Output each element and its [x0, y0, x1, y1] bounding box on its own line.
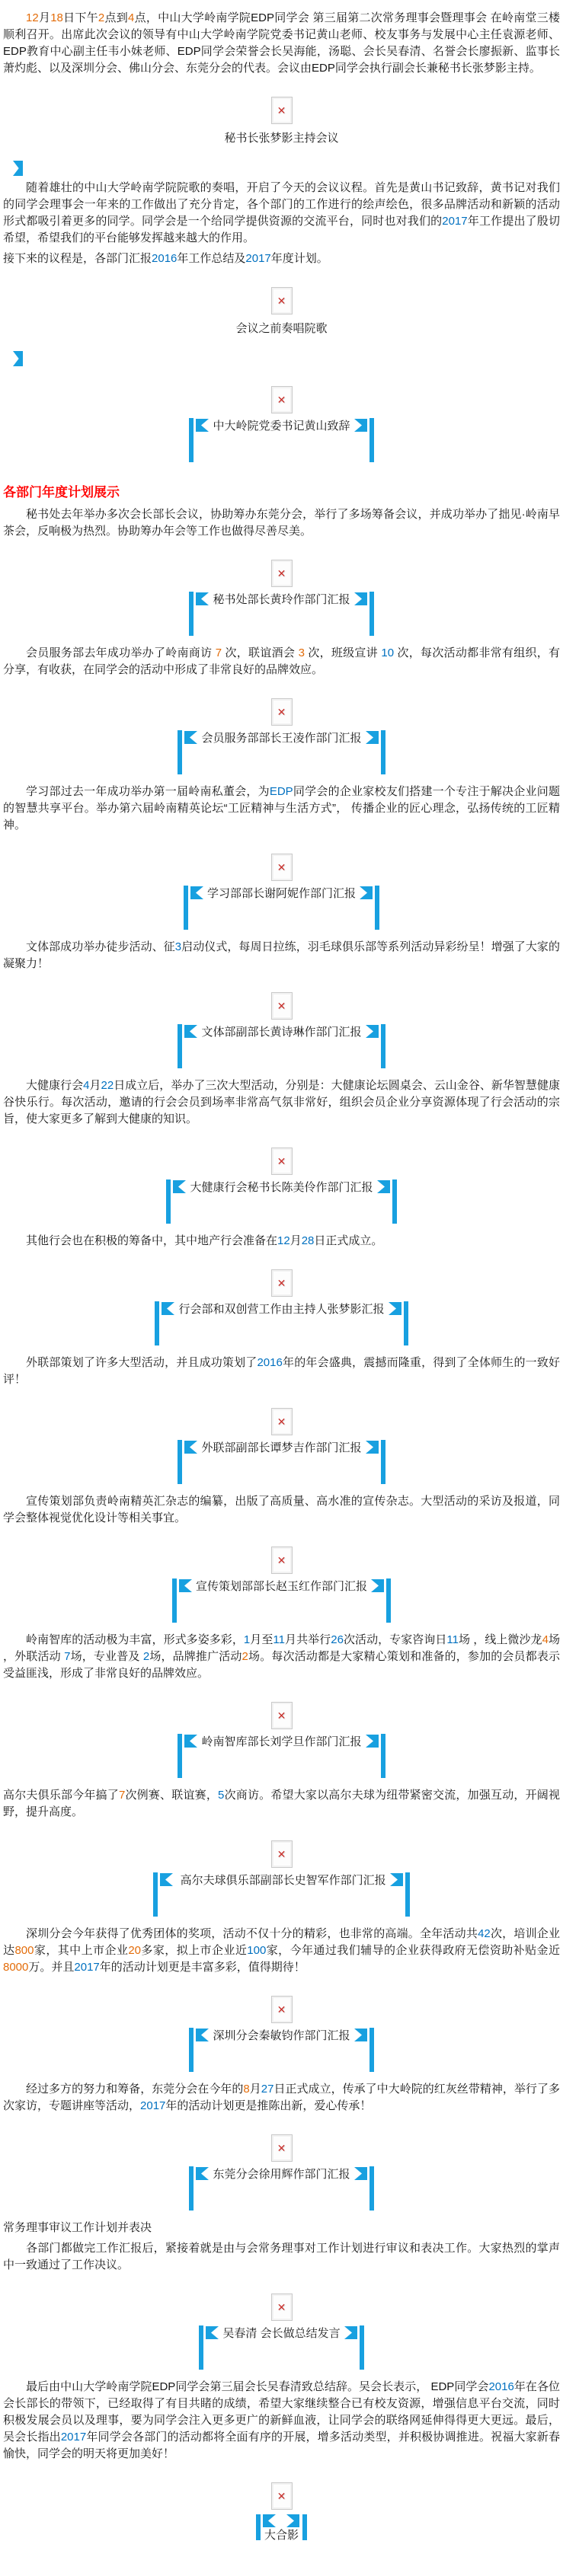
caption-bar: [369, 418, 374, 462]
image-caption: 中大岭院党委书记黄山致辞: [213, 420, 350, 433]
text-run: 经过多方的努力和筹备，东莞分会在今年的: [26, 2083, 244, 2096]
caption-bracket-left-icon: [196, 2029, 209, 2041]
broken-image-placeholder: [271, 1996, 293, 2023]
highlight-number: 7: [215, 646, 222, 659]
decorated-caption: [3, 1872, 560, 1917]
caption-bar: [178, 1440, 182, 1484]
image-caption: 吴春清 会长做总结发言: [222, 2327, 341, 2340]
highlight-number: 3: [298, 646, 305, 659]
highlight-number: 27: [261, 2083, 274, 2096]
broken-image-placeholder: [271, 287, 293, 314]
text-run: 日正式成立，传承了中大岭院的红灰丝带精神，举行了多次家访，专题讲座等活动，: [3, 2083, 560, 2112]
text-run: 场，品牌推广活动: [149, 1650, 242, 1663]
text-run: 年在各位会长部长的带领下，已经取得了有目共睹的成绩，希望大家继续整合已有校友资源，增强信息平台交流，同时积极发展会员以及理事，要为同学会注入更多更广的新鲜血液，让同学会的联络网延伸得得更大更远。最后，吴会长指出: [3, 2380, 560, 2444]
image-caption: 宣传策划部部长赵玉红作部门汇报: [195, 1580, 367, 1593]
broken-image-x-icon: ✕: [277, 1848, 286, 1860]
image-block: [3, 2134, 560, 2211]
text-run: 学习部过去一年成功举办第一届岭南私董会，为: [26, 785, 270, 798]
text-run: 点到: [104, 11, 129, 24]
text-run: 其他行会也在积极的筹备中，其中地产行会准备在: [26, 1234, 278, 1247]
broken-image-placeholder: [271, 2482, 293, 2510]
highlight-number: 2: [98, 11, 105, 24]
image-caption: 东莞分会徐用辉作部门汇报: [213, 2168, 350, 2181]
text-run: 家，今年通过我们辅导的企业获得政府无偿资助补贴金近: [266, 1944, 560, 1957]
image-block: [3, 1269, 560, 1345]
text-run: 岭南智库的活动极为丰富，形式多姿多彩，: [26, 1633, 244, 1646]
text-run: 场。每次活动都是大家精心策划和准备的，参加的会员都表示受益匪浅，形成了非常良好的品牌效应。: [3, 1650, 560, 1680]
highlight-number: 4: [83, 1079, 90, 1092]
broken-image-placeholder: [271, 1702, 293, 1729]
text-run: 年度计划。: [270, 252, 328, 265]
caption-bar: [189, 2166, 194, 2211]
caption-bracket-right-icon: [366, 1735, 379, 1748]
paragraph: [3, 180, 560, 247]
broken-image-placeholder: [271, 2134, 293, 2162]
highlight-number: 20: [128, 1944, 141, 1957]
broken-image-x-icon: ✕: [277, 2490, 286, 2502]
right-bracket-icon: [13, 351, 23, 366]
caption-bracket-right-icon: [366, 1025, 379, 1038]
text-run: 次例赛、联谊赛，: [125, 1789, 219, 1802]
text-run: 月: [289, 1234, 302, 1247]
broken-image-x-icon: ✕: [277, 1000, 286, 1012]
caption-bar: [172, 1578, 177, 1623]
highlight-number: 8: [243, 2083, 250, 2096]
caption-bracket-right-icon: [344, 2326, 357, 2339]
highlight-number: 4: [542, 1633, 549, 1646]
decorated-caption: [3, 730, 560, 774]
caption-bar: [178, 1024, 182, 1068]
broken-image-placeholder: [271, 386, 293, 413]
highlight-number: 2017: [60, 2431, 87, 2444]
image-block: [3, 1408, 560, 1484]
image-block: [3, 1702, 560, 1778]
broken-image-placeholder: [271, 97, 293, 124]
caption-bracket-right-icon: [354, 2167, 367, 2180]
text-run: 年的活动计划更是推陈出新，爱心传承！: [165, 2099, 372, 2112]
highlight-number: 2: [242, 1650, 248, 1663]
image-caption: 学习部部长谢阿妮作部门汇报: [206, 887, 356, 900]
broken-image-x-icon: ✕: [277, 104, 286, 117]
blue-bracket-icon: [13, 161, 560, 176]
text-run: 深圳分会今年获得了优秀团体的奖项，活动不仅十分的精彩，也非常的高端。全年活动共: [26, 1927, 478, 1940]
caption-bracket-left-icon: [184, 1025, 197, 1038]
text-run: 月: [89, 1079, 101, 1092]
paragraph: [3, 1926, 560, 1976]
image-caption: 秘书处部长黄玲作部门汇报: [213, 593, 350, 606]
text-run: 次商访。希望大家以高尔夫球为纽带紧密交流，加强互动，开阔视野，提升高度。: [3, 1789, 560, 1818]
caption-bar: [381, 1024, 385, 1068]
highlight-number: 28: [301, 1234, 315, 1247]
paragraph: [3, 2220, 560, 2236]
broken-image-placeholder: [271, 1408, 293, 1435]
text-run: 多家，拟上市企业近: [141, 1944, 248, 1957]
text-run: 日下午: [62, 11, 98, 24]
broken-image-x-icon: ✕: [277, 2003, 286, 2016]
broken-image-placeholder: [271, 992, 293, 1020]
decorated-caption: [3, 2028, 560, 2072]
caption-bracket-left-icon: [162, 1302, 174, 1315]
image-block: [3, 1840, 560, 1917]
decorated-caption: [3, 1440, 560, 1484]
text-run: 万。并且: [28, 1961, 75, 1974]
text-run: 常务理事审议工作计划并表决: [3, 2221, 152, 2234]
decorated-caption: [3, 2514, 560, 2544]
image-block: [3, 560, 560, 636]
paragraph: [3, 1632, 560, 1682]
highlight-number: 2016: [152, 252, 178, 265]
image-block: [3, 854, 560, 930]
text-run: 次，培训企业达: [3, 1927, 560, 1957]
image-caption: 外联部副部长谭梦吉作部门汇报: [201, 1441, 362, 1454]
highlight-number: 2017: [140, 2099, 166, 2112]
decorated-caption: [3, 1578, 560, 1623]
highlight-number: 2017: [74, 1961, 100, 1974]
decorated-caption: [3, 1301, 560, 1345]
caption-bar: [381, 1440, 385, 1484]
section-heading: 各部门年度计划展示: [3, 485, 120, 500]
paragraph: [3, 506, 560, 540]
paragraph: [3, 1787, 560, 1821]
decorated-caption: [3, 1024, 560, 1068]
caption-bar: [189, 592, 194, 636]
broken-image-x-icon: ✕: [277, 1416, 286, 1428]
highlight-number: 2016: [488, 2380, 514, 2393]
broken-image-placeholder: [271, 698, 293, 726]
highlight-number: 2017: [245, 252, 271, 265]
broken-image-placeholder: [271, 2294, 293, 2321]
highlight-number: 11: [273, 1633, 285, 1646]
highlight-number: 10: [381, 646, 395, 659]
caption-bracket-left-icon: [160, 1873, 173, 1886]
text-run: 年的年会盛典，震撼而隆重，得到了全体师生的一致好评！: [3, 1356, 560, 1386]
paragraph: [3, 251, 560, 267]
caption-bracket-right-icon: [377, 1180, 390, 1193]
text-run: 外联部策划了许多大型活动，并且成功策划了: [26, 1356, 258, 1369]
caption-bracket-left-icon: [173, 1180, 186, 1193]
highlight-number: 7: [64, 1650, 71, 1663]
text-run: 次，联谊酒会: [222, 646, 299, 659]
highlight-number: 12: [277, 1234, 290, 1247]
image-caption: 大健康行会秘书长陈美伶作部门汇报: [190, 1181, 373, 1194]
highlight-number: 4: [128, 11, 135, 24]
text-run: 随着雄壮的中山大学岭南学院院歌的奏唱，开启了今天的会议议程。首先是黄山书记致辞，黄书记对我们的同学会理事会一年来的工作做出了充分肯定，各个部门的工作进行的绘声绘色，很多品牌活动和新颖的活动形式都吸引着更多的同学。同学会是一个给同学提供资源的交流平台，同时也对我们的: [3, 181, 560, 228]
paragraph: [3, 1077, 560, 1128]
text-run: 家，其中上市企业: [34, 1944, 129, 1957]
text-run: 点，中山大学岭南学院EDP同学会 第三届第二次常务理事会暨理事会 在岭南堂三楼顺利召开。出席此次会议的领导有中山大学岭南学院党委书记黄山老师、校友事务与发展中心主任袁源老师、EDP教育中心副主任韦小妹老师、EDP同学会荣誉会长吴海能，汤聪、会长吴春清、名誉会长廖振新、监事长萧灼彪、以及深圳分会、佛山分会、东莞分会的代表。会议由EDP同学会执行副会长兼秘书长张梦影主持。: [3, 11, 560, 75]
image-caption: 会员服务部部长王凌作部门汇报: [201, 732, 362, 745]
caption-bracket-right-icon: [366, 731, 379, 744]
highlight-number: 100: [247, 1944, 267, 1957]
paragraph: [3, 1233, 560, 1250]
broken-image-x-icon: ✕: [277, 1277, 286, 1289]
decorated-caption: [3, 1734, 560, 1778]
caption-bar: [369, 2028, 374, 2072]
paragraph: [3, 2240, 560, 2274]
caption-bracket-right-icon: [354, 419, 367, 432]
caption-bracket-right-icon: [354, 2029, 367, 2041]
text-run: 年的活动计划更是丰富多彩，值得期待！: [99, 1961, 305, 1974]
highlight-number: 2: [142, 1650, 150, 1663]
caption-bar: [375, 886, 379, 930]
caption-bracket-left-icon: [206, 2326, 219, 2339]
text-run: 月: [249, 2083, 261, 2096]
caption-bar: [256, 2514, 261, 2540]
highlight-number: 22: [101, 1079, 114, 1092]
broken-image-placeholder: [271, 1269, 293, 1297]
caption-bracket-right-icon: [390, 1873, 403, 1886]
broken-image-x-icon: ✕: [277, 2301, 286, 2313]
right-bracket-icon: [13, 161, 23, 176]
blue-bracket-icon: [13, 351, 560, 366]
caption-bracket-right-icon: [354, 592, 367, 605]
text-run: 场，专业普及: [70, 1650, 143, 1663]
paragraph: [3, 645, 560, 678]
text-run: 年工作提出了殷切希望，希望我们的平台能够发挥越来越大的作用。: [3, 215, 560, 244]
highlight-number: 2016: [257, 1356, 283, 1369]
paragraph: [3, 784, 560, 834]
text-run: 场 ，线上微沙龙: [458, 1633, 542, 1646]
image-caption: 会议之前奏唱院歌: [235, 322, 328, 335]
text-run: 会员服务部去年成功举办了岭南商访: [26, 646, 216, 659]
text-run: 高尔夫俱乐部今年搞了: [3, 1789, 119, 1802]
caption-bar: [381, 730, 385, 774]
broken-image-placeholder: [271, 1547, 293, 1574]
text-run: 日正式成立。: [314, 1234, 383, 1247]
caption-bracket-right-icon: [371, 1579, 384, 1592]
broken-image-x-icon: ✕: [277, 1709, 286, 1722]
image-caption: 文体部副部长黄诗琳作部门汇报: [201, 1026, 362, 1039]
text-run: 同学会的企业家校友们搭建一个专注于解决企业问题的智慧共享平台。举办第六届岭南精英论坛“工匠精神与生活方式”， 传播企业的匠心理念，弘扬传统的工匠精神。: [3, 785, 560, 832]
caption-bar: [166, 1179, 171, 1224]
highlight-number: 26: [331, 1633, 344, 1646]
paragraph: [3, 1493, 560, 1527]
paragraph: [3, 939, 560, 972]
text-run: 启动仪式，每周日拉练，羽毛球俱乐部等系列活动异彩纷呈！增强了大家的凝聚力！: [3, 940, 560, 970]
decorated-caption: [3, 418, 560, 462]
text-run: 年工作总结及: [177, 252, 246, 265]
image-caption: 深圳分会秦敏钧作部门汇报: [213, 2029, 350, 2042]
decorated-caption: [3, 2166, 560, 2211]
decorated-caption: [3, 2325, 560, 2370]
broken-image-x-icon: ✕: [277, 1155, 286, 1167]
image-block: [3, 698, 560, 774]
paragraph: [3, 1355, 560, 1388]
caption-middle: [263, 2514, 300, 2544]
caption-bar: [381, 1734, 385, 1778]
highlight-number: EDP: [269, 785, 293, 798]
highlight-number: 8000: [3, 1961, 29, 1974]
caption-bar: [386, 1578, 391, 1623]
text-run: 文体部成功举办徒步活动、征: [26, 940, 175, 953]
highlight-number: 800: [14, 1944, 34, 1957]
caption-bracket-left-icon: [184, 731, 197, 744]
caption-bar: [404, 1301, 408, 1345]
caption-bar: [189, 2028, 194, 2072]
highlight-number: 1: [243, 1633, 251, 1646]
image-block: [3, 97, 560, 147]
image-block: [3, 992, 560, 1068]
caption-bar: [369, 592, 374, 636]
image-block: [3, 2482, 560, 2544]
text-run: 年同学会各部门的活动都将全面有序的开展，增多活动类型，并积极协调推进。祝福大家新春愉快，同学会的明天将更加美好！: [3, 2431, 560, 2460]
text-run: 场 ，外联活动: [3, 1633, 560, 1663]
caption-bar: [369, 2166, 374, 2211]
paragraph: [3, 2081, 560, 2115]
text-run: 次，每次活动都非常有组织，有分享，有收获，在同学会的活动中形成了非常良好的品牌效应。: [3, 646, 560, 676]
caption-bar: [199, 2325, 203, 2370]
caption-bracket-right-icon: [389, 1302, 401, 1315]
decorated-caption: [3, 592, 560, 636]
caption-bar: [178, 730, 182, 774]
text-run: 大健康行会: [26, 1079, 84, 1092]
caption-bracket-left-icon: [196, 419, 209, 432]
text-run: 日成立后，举办了三次大型活动，分别是：大健康论坛圆桌会、云山金谷、新华智慧健康谷快乐行。每次活动，邀请的行会会员到场率非常高气氛非常好，组织会员企业分享资源体现了行会活动的宗旨，使大家更多了解到大健康的知识。: [3, 1079, 560, 1125]
broken-image-placeholder: [271, 1840, 293, 1868]
text-run: 月共举行: [284, 1633, 331, 1646]
image-block: [3, 1996, 560, 2072]
highlight-number: 3: [174, 940, 182, 953]
text-run: 次活动，专家咨询日: [343, 1633, 447, 1646]
caption-bar: [360, 2325, 364, 2370]
broken-image-x-icon: ✕: [277, 295, 286, 307]
caption-bracket-left-icon: [184, 1441, 197, 1454]
highlight-number: 11: [446, 1633, 459, 1646]
image-caption: 大合影: [264, 2529, 299, 2542]
image-block: [3, 2294, 560, 2370]
caption-bar: [153, 1872, 158, 1917]
broken-image-x-icon: ✕: [277, 567, 286, 579]
image-caption: 行会部和双创营工作由主持人张梦影汇报: [178, 1303, 385, 1316]
highlight-number: 2017: [442, 215, 468, 228]
caption-bracket-left-icon: [196, 592, 209, 605]
image-block: [3, 1148, 560, 1224]
caption-bar: [392, 1179, 397, 1224]
highlight-number: 18: [50, 11, 63, 24]
broken-image-placeholder: [271, 1148, 293, 1175]
caption-bracket-left-icon: [179, 1579, 192, 1592]
decorated-caption: [3, 886, 560, 930]
broken-image-x-icon: ✕: [277, 2142, 286, 2154]
broken-image-x-icon: ✕: [277, 861, 286, 873]
image-caption: 岭南智库部长刘学旦作部门汇报: [201, 1735, 362, 1748]
text-run: 次，班级宣讲: [304, 646, 382, 659]
caption-bar: [405, 1872, 410, 1917]
text-run: 宣传策划部负责岭南精英汇杂志的编纂，出版了高质量、高水准的宣传杂志。大型活动的采访及报道，同学会整体视觉优化设计等相关事宜。: [3, 1495, 560, 1524]
highlight-number: 42: [478, 1927, 491, 1940]
text-run: 秘书处去年举办多次会长部长会议，协助筹办东莞分会，举行了多场筹备会议，并成功举办了拙见·岭南早茶会，反响极为热烈。协助筹办年会等工作也做得尽善尽美。: [3, 508, 560, 538]
caption-brackets: [263, 2514, 299, 2527]
caption-bar: [178, 1734, 182, 1778]
caption-bar: [189, 418, 194, 462]
text-run: 月: [38, 11, 51, 24]
text-run: 月至: [250, 1633, 274, 1646]
text-run: 各部门都做完工作汇报后，紧接着就是由与会常务理事对工作计划进行审议和表决工作。大家热烈的掌声中一致通过了工作决议。: [3, 2242, 560, 2271]
image-caption: 秘书长张梦影主持会议: [224, 132, 339, 145]
caption-bar: [302, 2514, 307, 2540]
caption-bracket-left-icon: [190, 886, 203, 899]
broken-image-placeholder: [271, 854, 293, 881]
caption-bracket-right-icon: [360, 886, 373, 899]
text-run: 接下来的议程是，各部门汇报: [3, 252, 152, 265]
highlight-number: 5: [218, 1789, 225, 1802]
caption-bar: [184, 886, 188, 930]
image-block: [3, 287, 560, 337]
image-caption: 高尔夫球俱乐部副部长史智军作部门汇报: [177, 1874, 386, 1887]
highlight-number: 7: [118, 1789, 126, 1802]
paragraph: [3, 10, 560, 77]
broken-image-x-icon: ✕: [277, 1554, 286, 1566]
caption-bracket-left-icon: [184, 1735, 197, 1748]
caption-bracket-left-icon: [196, 2167, 209, 2180]
text-run: 最后由中山大学岭南学院EDP同学会第三届会长吴春清致总结辞。吴会长表示， EDP同学会: [26, 2380, 489, 2393]
paragraph: [3, 2379, 560, 2463]
highlight-number: 12: [26, 11, 39, 24]
broken-image-x-icon: ✕: [277, 394, 286, 406]
image-block: [3, 386, 560, 462]
image-block: [3, 1547, 560, 1623]
caption-bracket-right-icon: [366, 1441, 379, 1454]
broken-image-x-icon: ✕: [277, 706, 286, 718]
caption-bar: [155, 1301, 159, 1345]
caption-bracket-right-icon: [286, 2514, 299, 2527]
caption-bracket-left-icon: [263, 2514, 276, 2527]
broken-image-placeholder: [271, 560, 293, 587]
decorated-caption: [3, 1179, 560, 1224]
